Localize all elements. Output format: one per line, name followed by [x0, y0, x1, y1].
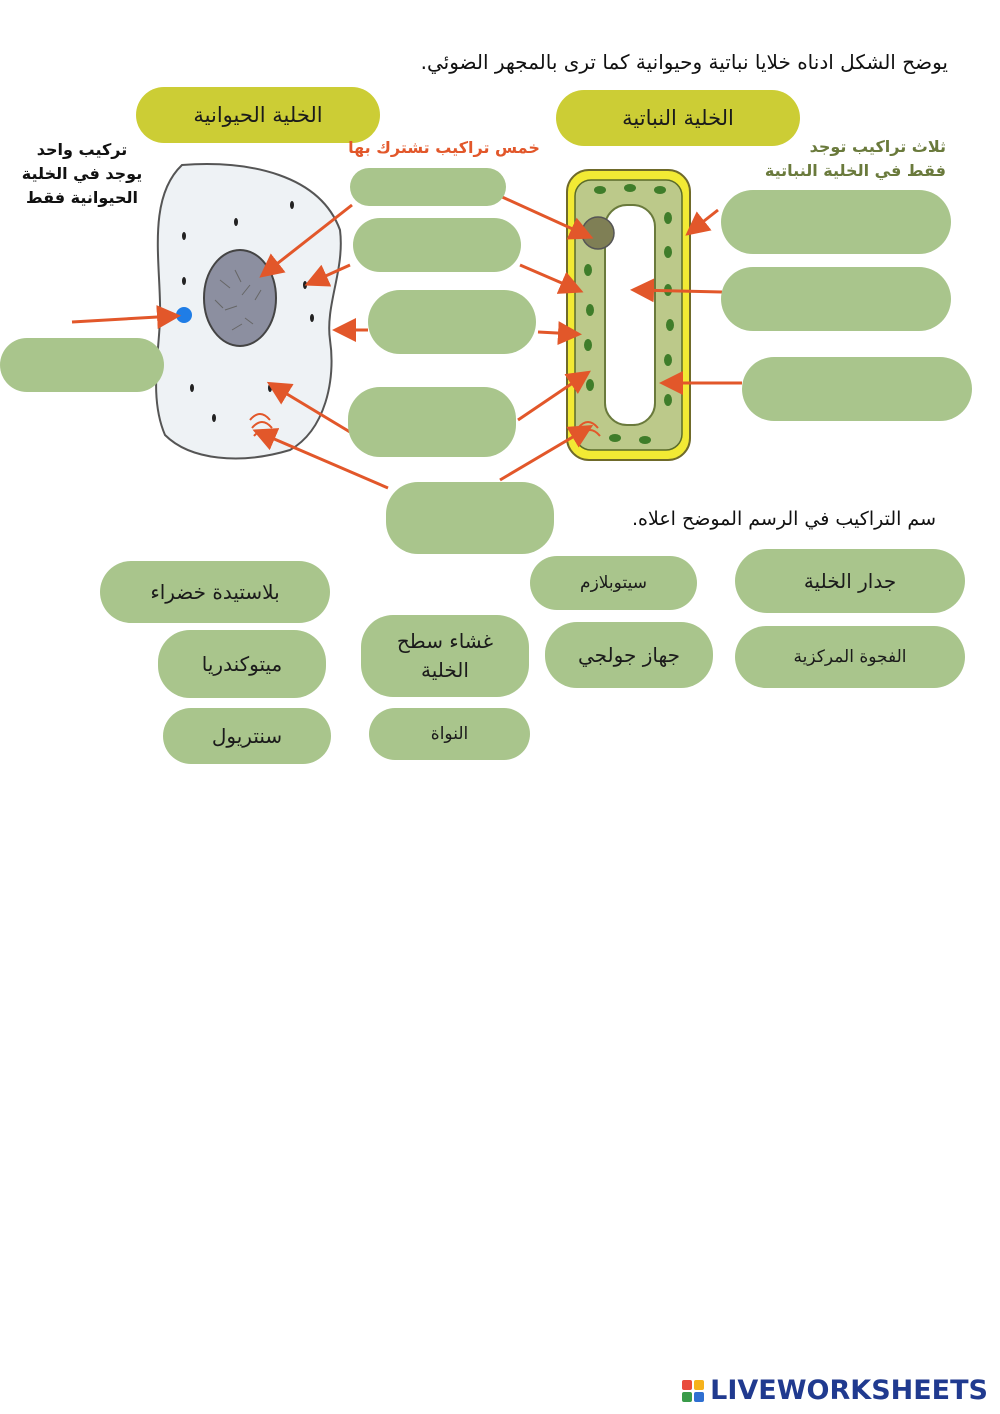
animal-only-note-line-1: تركيب واحد: [36, 140, 128, 159]
arrow-plant-membrane: [538, 332, 576, 334]
centriole-dot: [176, 307, 192, 323]
animal-nucleus: [204, 250, 276, 346]
word-golgi[interactable]: جهاز جولجي: [545, 622, 713, 688]
word-central-vacuole[interactable]: الفجوة المركزية: [735, 626, 965, 688]
plant-cell-header: الخلية النباتية: [556, 90, 800, 146]
shared-structures-note: خمس تراكيب تشترك بها: [348, 138, 540, 157]
arrow-vacuole: [636, 290, 722, 292]
answer-box-shared-3[interactable]: [368, 290, 536, 354]
plant-only-note-line-1: ثلاث تراكيب توجد: [809, 137, 946, 156]
word-centriole[interactable]: سنتريول: [163, 708, 331, 764]
liveworksheets-logo: [682, 1375, 988, 1406]
answer-box-plant-2[interactable]: [721, 267, 951, 331]
word-mitochondria[interactable]: ميتوكندريا: [158, 630, 326, 698]
animal-only-note-line-2: يوجد في الخلية: [21, 164, 143, 183]
animal-cell-header: الخلية الحيوانية: [136, 87, 380, 143]
answer-box-centriole[interactable]: [0, 338, 164, 392]
plant-cell: [567, 170, 690, 460]
animal-only-note-line-3: الحيوانية فقط: [25, 188, 138, 207]
answer-box-shared-4[interactable]: [348, 387, 516, 457]
arrow-cell-wall: [690, 210, 718, 232]
word-cytoplasm[interactable]: سيتوبلازم: [530, 556, 697, 610]
animal-cell: [156, 164, 341, 458]
instructions-title: يوضح الشكل ادناه خلايا نباتية وحيوانية كما ترى بالمجهر الضوئي.: [420, 50, 948, 74]
plant-nucleus: [582, 217, 614, 249]
liveworksheets-logo-icon: [682, 1380, 704, 1402]
answer-box-plant-3[interactable]: [742, 357, 972, 421]
answer-box-shared-1[interactable]: [350, 168, 506, 206]
answer-box-plant-1[interactable]: [721, 190, 951, 254]
word-cell-membrane[interactable]: غشاء سطح الخلية: [361, 615, 529, 697]
answer-box-shared-5[interactable]: [386, 482, 554, 554]
plant-only-note-line-2: فقط في الخلية النباتية: [764, 161, 946, 180]
word-nucleus[interactable]: النواة: [369, 708, 530, 760]
answer-box-shared-2[interactable]: [353, 218, 521, 272]
word-cell-wall[interactable]: جدار الخلية: [735, 549, 965, 613]
brand-name: LIVEWORKSHEETS: [710, 1375, 988, 1406]
word-chloroplast[interactable]: بلاستيدة خضراء: [100, 561, 330, 623]
instructions-subtitle: سم التراكيب في الرسم الموضح اعلاه.: [631, 508, 936, 530]
